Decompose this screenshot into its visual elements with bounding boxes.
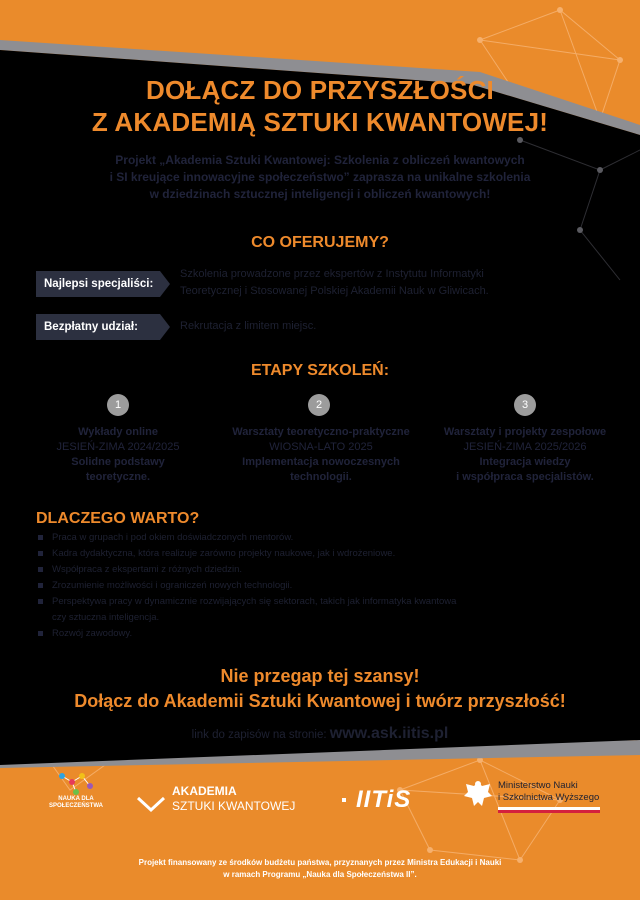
stage-1-desc1: Solidne podstawy <box>71 456 165 468</box>
stage-1-desc2: teoretyczne. <box>85 471 151 483</box>
iitis-logo-text: IITiS <box>356 786 412 813</box>
nauka-logo-line1: NAUKA DLA <box>58 796 94 802</box>
ask-logo-line2: SZTUKI KWANTOWEJ <box>172 799 296 813</box>
ask-logo-icon <box>136 784 166 814</box>
ministry-logo-line1: Ministerstwo Nauki <box>498 780 578 791</box>
stage-2-desc1: Implementacja nowoczesnych <box>242 456 400 468</box>
why-item: Współpraca z ekspertami z różnych dziedzin. <box>36 562 596 578</box>
stage-1-name: Wykłady online <box>78 426 158 438</box>
why-title: DLACZEGO WARTO? <box>36 510 200 527</box>
offer-label-free: Bezpłatny udział: <box>36 314 160 340</box>
stage-3-name: Warsztaty i projekty zespołowe <box>443 426 607 438</box>
iitis-logo <box>330 786 430 816</box>
nauka-logo-text <box>40 796 112 810</box>
headline-line1: DOŁĄCZ DO PRZYSZŁOŚCI <box>146 75 494 105</box>
offer-text-free: Rekrutacja z limitem miejsc. <box>180 320 317 332</box>
ministry-logo <box>462 778 612 818</box>
why-item <box>36 594 596 626</box>
ministry-flag-red <box>498 810 600 813</box>
offer-text-specialists-line1: Szkolenia prowadzone przez ekspertów z Instytutu Informatyki <box>180 268 484 280</box>
signup-label: link do zapisów na stronie: <box>191 729 327 741</box>
signup-line <box>0 725 640 743</box>
intro-line2: i SI kreujące innowacyjne społeczeństwo” zaprasza na unikalne szkolenia <box>109 170 531 184</box>
ministry-logo-line2: i Szkolnictwa Wyższego <box>498 792 600 803</box>
iitis-logo-icon <box>330 788 354 812</box>
ask-logo <box>136 782 306 816</box>
stage-2-name: Warsztaty teoretyczno-praktyczne <box>232 426 410 438</box>
offer-label-specialists: Najlepsi specjaliści: <box>36 271 160 297</box>
stage-3-period: JESIEŃ-ZIMA 2025/2026 <box>463 441 587 453</box>
why-item: Praca w grupach i pod okiem doświadczonych mentorów. <box>36 530 596 546</box>
stage-2-desc2: technologii. <box>290 471 352 483</box>
stages-title: ETAPY SZKOLEŃ: <box>250 362 390 379</box>
why-item: Zrozumienie możliwości i ograniczeń nowych technologii. <box>36 578 596 594</box>
nauka-logo <box>40 770 112 820</box>
nauka-logo-line2: SPOŁECZEŃSTWA <box>48 803 103 809</box>
stage-2-number: 2 <box>308 394 330 416</box>
why-list <box>36 530 596 642</box>
footer-line1: Projekt finansowany ze środków budżetu państwa, przyznanych przez Ministra Edukacji i Nauki <box>138 858 502 867</box>
signup-link[interactable]: www.ask.iitis.pl <box>329 725 449 742</box>
headline-line2: Z AKADEMIĄ SZTUKI KWANTOWEJ! <box>91 107 549 137</box>
why-item: Rozwój zawodowy. <box>36 626 596 642</box>
stage-3-desc1: Integracja wiedzy <box>479 456 571 468</box>
ask-logo-line1: AKADEMIA <box>172 784 237 798</box>
stage-1-period: JESIEŃ-ZIMA 2024/2025 <box>56 441 180 453</box>
nauka-logo-icon <box>56 770 96 796</box>
why-item-continuation: czy sztuczna inteligencja. <box>52 612 160 623</box>
cta-line1: Nie przegap tej szansy! <box>220 666 420 686</box>
stage-2-period: WIOSNA-LATO 2025 <box>269 441 373 453</box>
stage-2 <box>219 425 423 485</box>
stage-1-number: 1 <box>107 394 129 416</box>
stage-3 <box>425 425 625 485</box>
stage-3-number: 3 <box>514 394 536 416</box>
intro-line3: w dziedzinach sztucznej inteligencji i obliczeń kwantowych! <box>149 187 491 201</box>
cta-line2: Dołącz do Akademii Sztuki Kwantowej i twórz przyszłość! <box>74 691 566 711</box>
eagle-emblem-icon <box>462 778 494 812</box>
stage-3-desc2: i współpraca specjalistów. <box>456 471 594 483</box>
footer-line2: w ramach Programu „Nauka dla Społeczeństwa II”. <box>223 870 417 879</box>
why-item-text: Perspektywa pracy w dynamicznie rozwijających się sektorach, takich jak informatyka kwantowa <box>52 596 457 607</box>
why-item: Kadra dydaktyczna, która realizuje zarówno projekty naukowe, jak i wdrożeniowe. <box>36 546 596 562</box>
offer-title: CO OFERUJEMY? <box>251 234 389 251</box>
stage-1 <box>18 425 218 485</box>
offer-text-specialists-line2: Teoretycznej i Stosowanej Polskiej Akademii Nauk w Gliwicach. <box>180 285 489 297</box>
intro-line1: Projekt „Akademia Sztuki Kwantowej: Szkolenia z obliczeń kwantowych <box>115 153 525 167</box>
